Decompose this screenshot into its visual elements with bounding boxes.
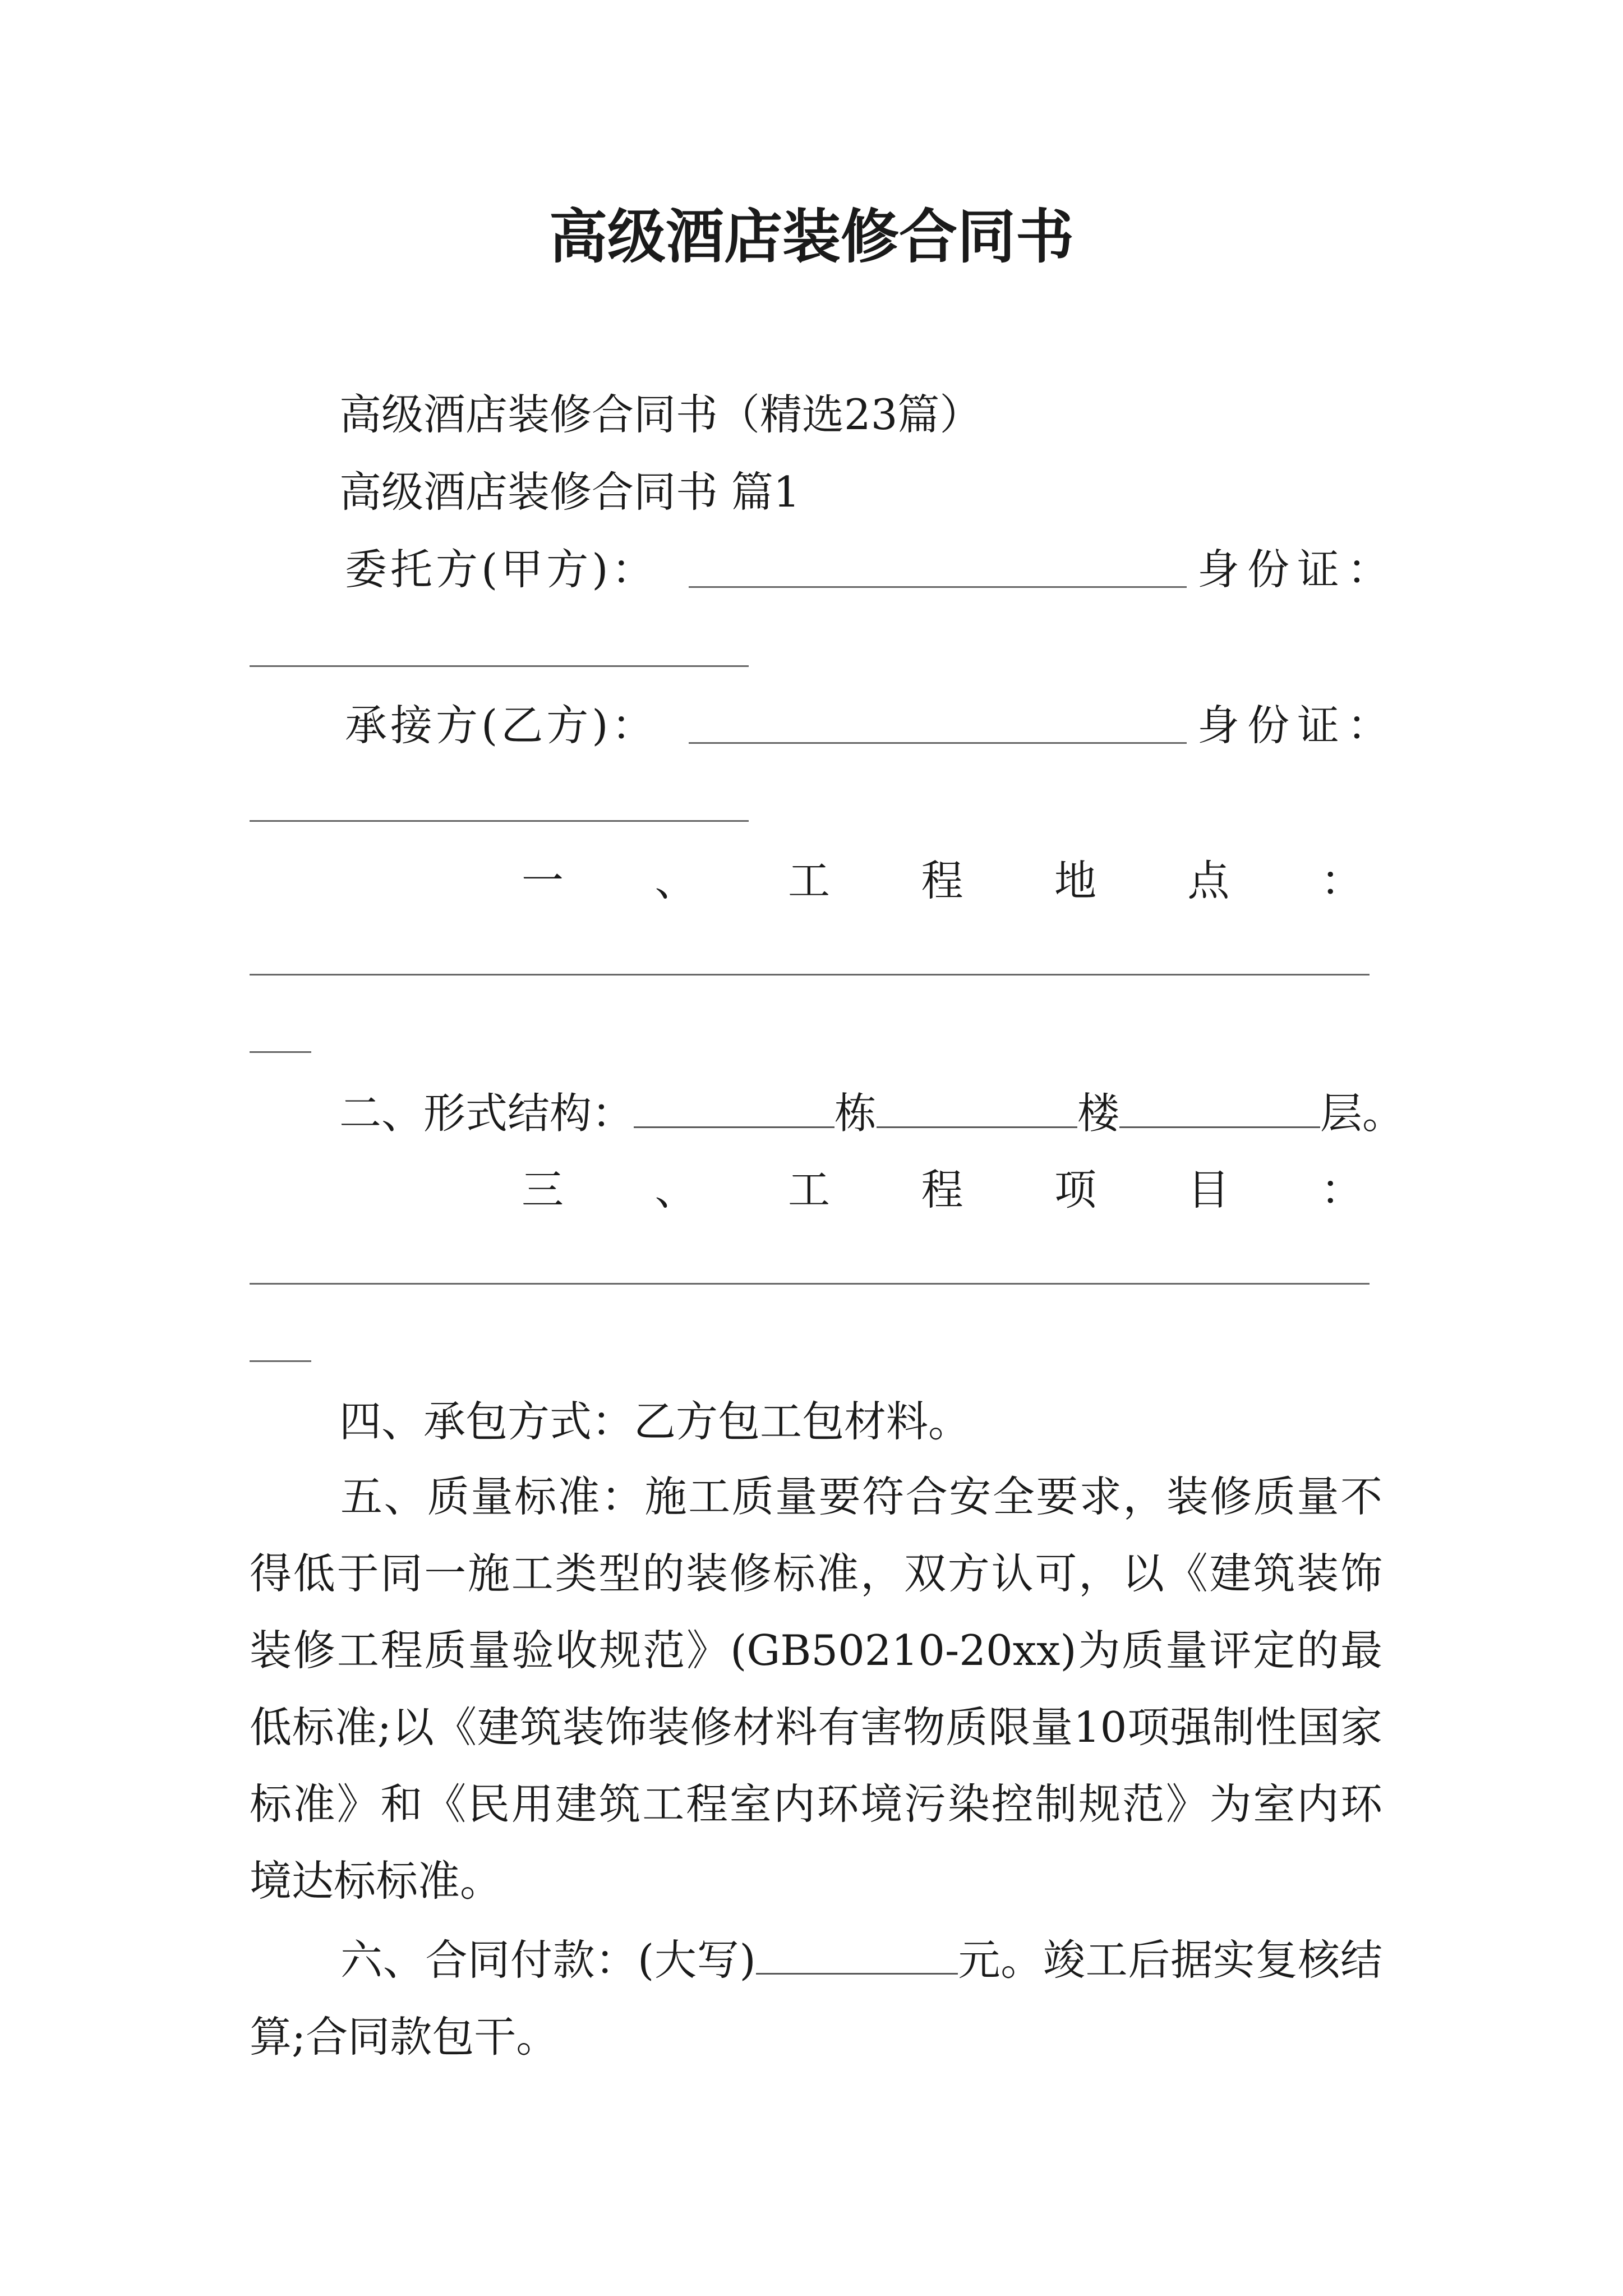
section-3-heading [522, 1165, 1363, 1214]
section-2-prefix: 二、形式结构： [339, 1088, 634, 1138]
party-a-id-label: 身份证： [1197, 545, 1398, 594]
section-1-char: 工 [787, 856, 830, 905]
party-a-id-blank [250, 665, 749, 667]
party-b-label: 承接方(乙方)： [345, 701, 657, 750]
party-b-id-blank [250, 820, 749, 822]
section-3-char: 项 [1054, 1165, 1096, 1214]
section-3-char: 目 [1187, 1165, 1230, 1214]
section-3-char: 程 [921, 1165, 963, 1214]
section-2-level-blank [1119, 1092, 1320, 1128]
section-1-char: 点 [1187, 856, 1230, 905]
section-3-char: 三 [522, 1165, 564, 1214]
section-6-amount-blank [756, 1939, 958, 1975]
section-2-structure [339, 1088, 1405, 1138]
section-1-blank-line [250, 974, 1370, 976]
section-1-heading [522, 856, 1363, 905]
article-heading: 高级酒店装修合同书 篇1 [339, 467, 800, 517]
section-1-char: ： [1320, 856, 1363, 905]
section-3-blank-tail [250, 1360, 311, 1362]
section-2-unit-floor: 楼 [1077, 1088, 1120, 1138]
section-3-blank-line [250, 1283, 1370, 1285]
party-a-label: 委托方(甲方)： [345, 545, 657, 594]
section-4-contract-method: 四、承包方式：乙方包工包材料。 [339, 1397, 971, 1446]
section-3-char: ： [1320, 1165, 1363, 1214]
section-6-prefix: 六、合同付款：(大写) [340, 1935, 756, 1985]
section-6-payment [250, 1922, 1382, 2076]
party-b-id-label: 身份证： [1197, 701, 1398, 750]
section-6-suffix: 元。竣工后据实复核结算;合同款包干。 [250, 1935, 1382, 2062]
section-3-char: 工 [787, 1165, 830, 1214]
section-1-char: 地 [1054, 856, 1096, 905]
section-2-floor-blank [877, 1092, 1077, 1128]
section-2-unit-building: 栋 [834, 1088, 877, 1138]
document-title: 高级酒店装修合同书 [548, 202, 1074, 271]
party-a-name-blank [689, 586, 1187, 588]
section-1-char: 一 [522, 856, 564, 905]
section-3-char: 、 [654, 1165, 697, 1214]
section-5-quality-standard: 五、质量标准：施工质量要符合安全要求，装修质量不得低于同一施工类型的装修标准，双方认可，以《建筑装饰装修工程质量验收规范》(GB50210-20xx)为质量评定的最低标准;以《建筑装饰装修材料有害物质限量10项强制性国家标准》和《民用建筑工程室内环境污染控制规范》为室内环境达标标准。 [250, 1472, 1382, 1906]
document-subtitle: 高级酒店装修合同书（精选23篇） [339, 390, 982, 439]
party-b-name-blank [689, 742, 1187, 744]
section-1-blank-tail [250, 1051, 311, 1053]
section-2-building-blank [634, 1092, 834, 1128]
section-1-char: 、 [654, 856, 697, 905]
section-2-unit-level: 层。 [1320, 1088, 1405, 1138]
section-1-char: 程 [921, 856, 963, 905]
